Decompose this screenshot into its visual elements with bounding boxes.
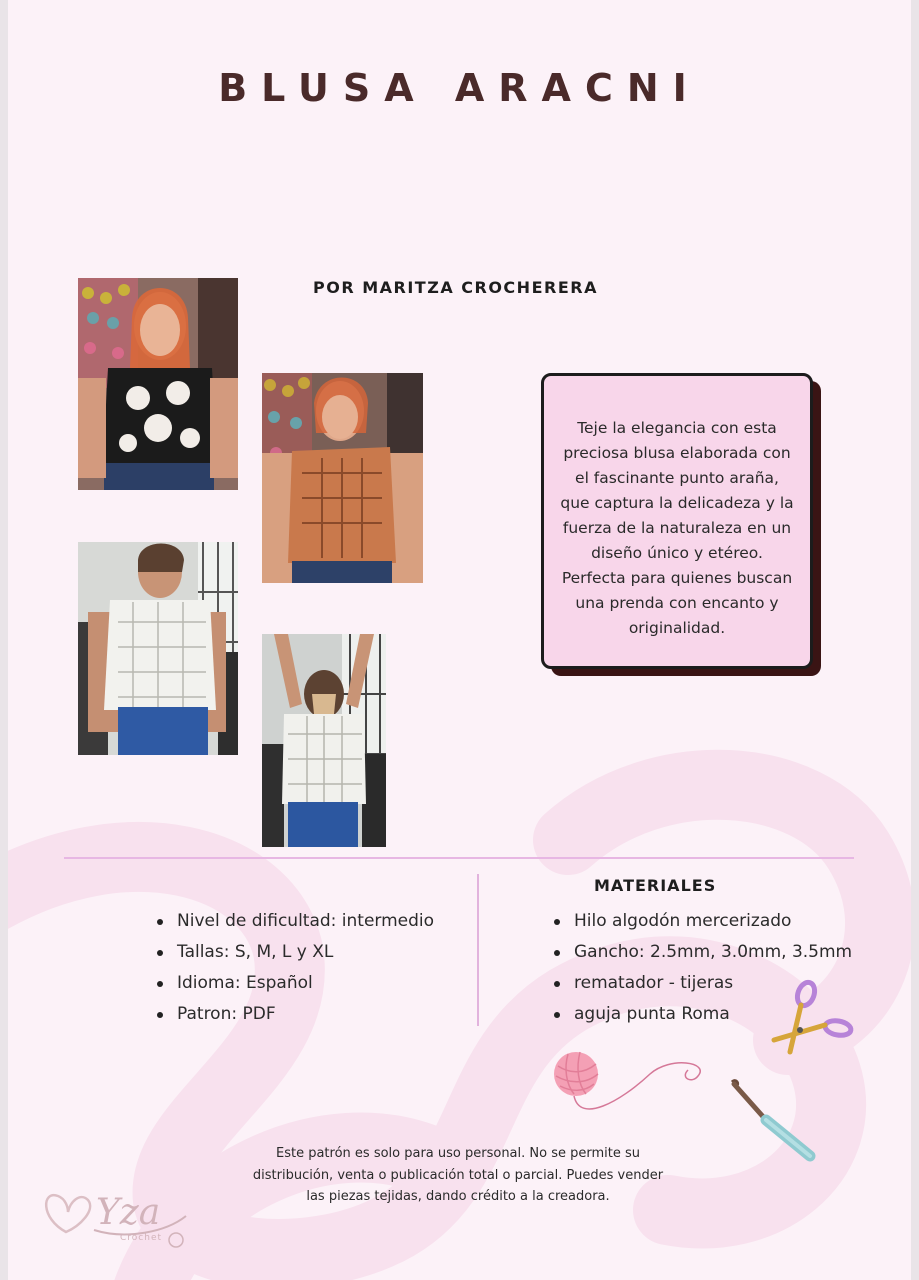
materials-heading: MATERIALES xyxy=(594,876,717,895)
scissors-icon xyxy=(770,978,856,1056)
yarn-ball-icon xyxy=(550,1044,710,1116)
column-divider xyxy=(477,874,479,1026)
list-item: Patron: PDF xyxy=(157,999,434,1030)
pattern-page xyxy=(8,0,911,1280)
brand-logo xyxy=(36,1182,191,1252)
author-byline: POR MARITZA CROCHERERA xyxy=(313,278,598,297)
list-item: Gancho: 2.5mm, 3.0mm, 3.5mm xyxy=(554,937,852,968)
list-item: rematador - tijeras xyxy=(554,968,852,999)
logo-subtext: Crochet xyxy=(120,1233,163,1243)
description-box xyxy=(541,373,813,669)
list-item: Tallas: S, M, L y XL xyxy=(157,937,434,968)
usage-notice: Este patrón es solo para uso personal. No se permite su distribución, venta o publicación total o parcial. Puedes vender las piezas tejidas, dando crédito a la creadora. xyxy=(252,1146,664,1204)
logo-wordmark: Yza xyxy=(96,1192,161,1233)
list-item: Nivel de dificultad: intermedio xyxy=(157,906,434,937)
product-photo-orange xyxy=(262,373,423,583)
description-text: Teje la elegancia con esta preciosa blusa elaborada con el fascinante punto araña, que captura la delicadeza y la fuerza de la naturaleza en un diseño único y etéreo. Perfecta para quienes buscan una prenda con encanto y originalidad. xyxy=(560,419,794,637)
details-list xyxy=(157,906,434,1030)
product-photo-white-back xyxy=(262,634,386,847)
crochet-hook-icon xyxy=(726,1078,818,1164)
product-photo-white-front xyxy=(78,542,238,755)
page-title: BLUSA ARACNI xyxy=(218,66,701,110)
section-divider xyxy=(64,857,854,859)
list-item: Hilo algodón mercerizado xyxy=(554,906,852,937)
list-item: Idioma: Español xyxy=(157,968,434,999)
list-item: aguja punta Roma xyxy=(554,999,852,1030)
product-photo-black xyxy=(78,278,238,490)
